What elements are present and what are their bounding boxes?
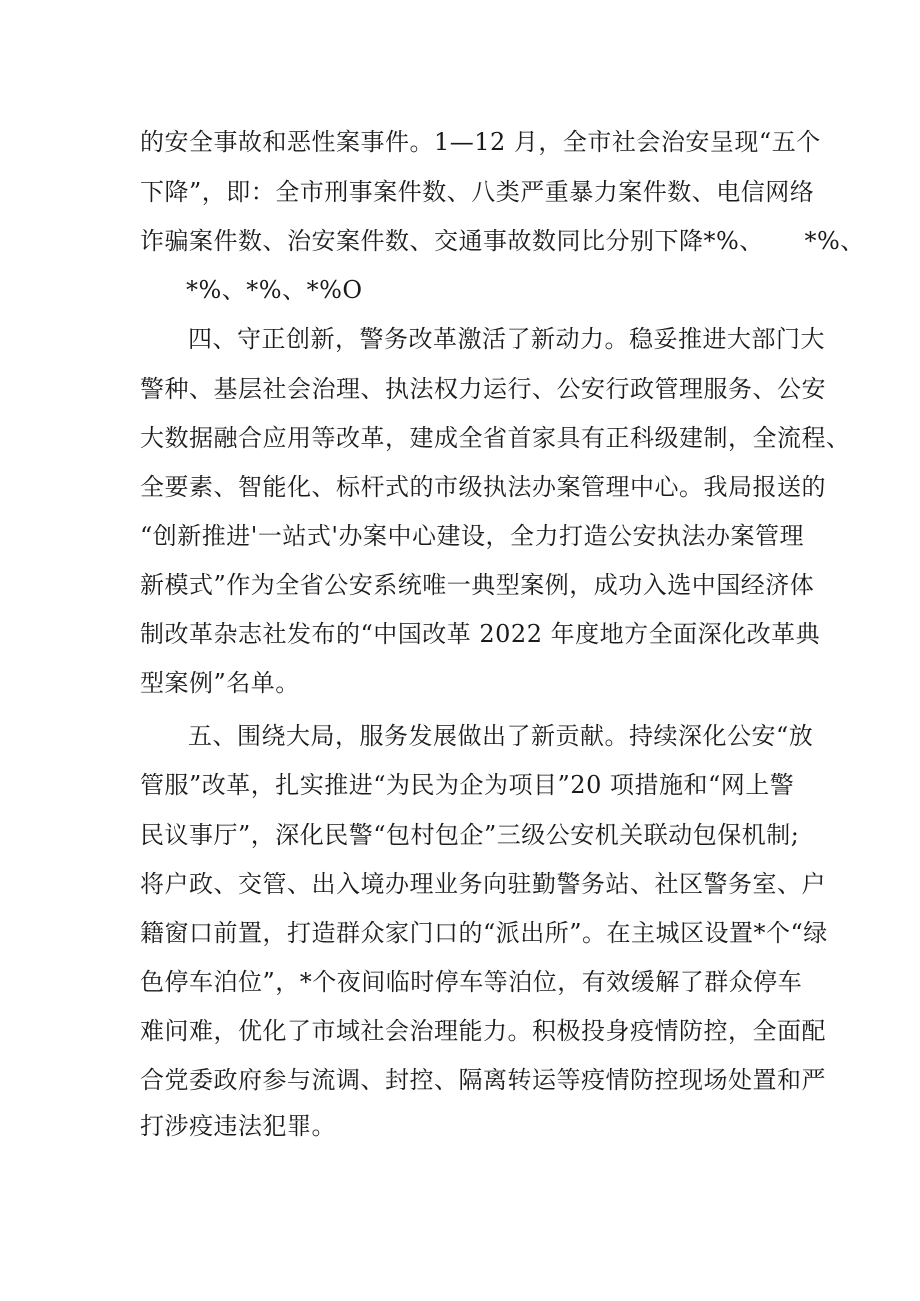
text-line: 制改革杂志社发布的“中国改革 2022 年度地方全面深化改革典 [140, 620, 821, 648]
text-line: 难问难，优化了市域社会治理能力。积极投身疫情防控，全面配 [140, 1017, 826, 1045]
text-line: 下降”，即：全市刑事案件数、八类严重暴力案件数、电信网络 [140, 178, 815, 206]
text-line: 新模式”作为全省公安系统唯一典型案例，成功入选中国经济体 [140, 571, 815, 599]
text-line: 将户政、交管、出入境办理业务向驻勤警务站、社区警务室、户 [140, 870, 826, 898]
text-line: “创新推进'一站式'办案中心建设，全力打造公安执法办案管理 [140, 522, 804, 550]
text-line: 色停车泊位”，*个夜间临时停车等泊位，有效缓解了群众停车 [140, 968, 803, 996]
paragraph-5-first-line: 五、围绕大局，服务发展做出了新贡献。持续深化公安“放 [188, 722, 814, 750]
paragraph-4-first-line: 四、守正创新，警务改革激活了新动力。稳妥推进大部门大 [188, 325, 825, 353]
text-line: 的安全事故和恶性案事件。1—12 月，全市社会治安呈现“五个 [140, 128, 821, 156]
text-line: 诈骗案件数、治安案件数、交通事故数同比分别下降*%、 *%、 [140, 227, 865, 255]
text-line: *%、*%、*%O [186, 276, 363, 304]
text-line: 打涉疫违法犯罪。 [140, 1112, 336, 1140]
text-line: 籍窗口前置，打造群众家门口的“派出所”。在主城区设置*个“绿 [140, 919, 828, 947]
text-line: 警种、基层社会治理、执法权力运行、公安行政管理服务、公安 [140, 375, 826, 403]
text-line: 全要素、智能化、标杆式的市级执法办案管理中心。我局报送的 [140, 473, 826, 501]
text-line: 民议事厅”，深化民警“包村包企”三级公安机关联动包保机制; [140, 821, 800, 849]
text-line: 合党委政府参与流调、封控、隔离转运等疫情防控现场处置和严 [140, 1066, 826, 1094]
text-line: 型案例”名单。 [140, 669, 300, 697]
text-line: 管服”改革，扎实推进“为民为企为项目”20 项措施和“网上警 [140, 771, 795, 799]
text-line: 大数据融合应用等改革，建成全省首家具有正科级建制，全流程、 [140, 424, 851, 452]
